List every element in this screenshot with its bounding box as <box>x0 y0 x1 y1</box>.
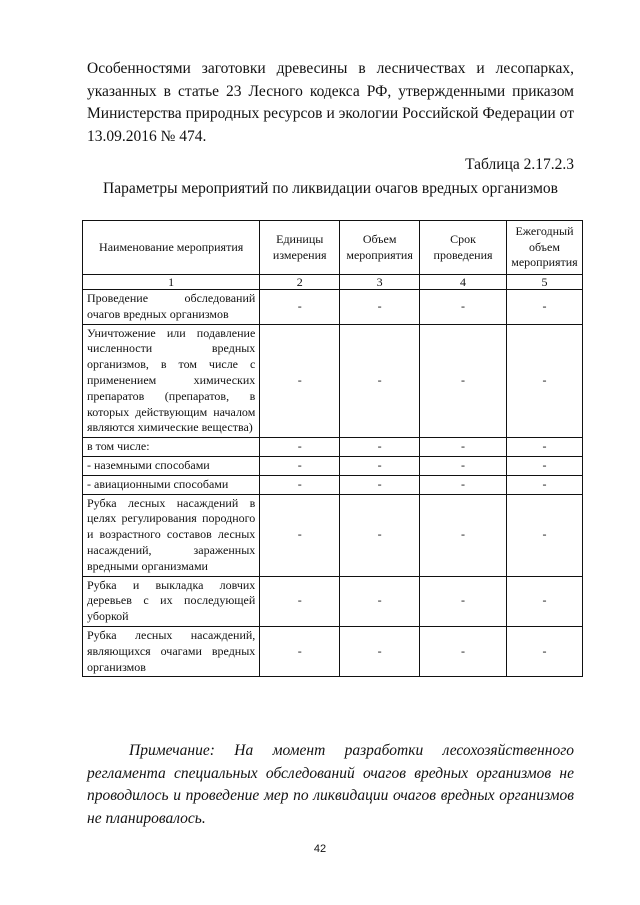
parameters-table <box>82 220 583 677</box>
cell-annual-volume: - <box>506 438 582 457</box>
cell-term: - <box>420 324 507 438</box>
row-name: в том числе: <box>83 438 260 457</box>
cell-annual-volume: - <box>506 576 582 626</box>
cell-units: - <box>260 324 340 438</box>
row-name: Рубка лесных насаждений, являющихся очагами вредных организмов <box>83 626 260 676</box>
cell-units: - <box>260 438 340 457</box>
column-number: 3 <box>340 275 420 290</box>
note-paragraph <box>87 740 574 830</box>
table-row <box>83 456 583 475</box>
column-number: 1 <box>83 275 260 290</box>
cell-volume: - <box>340 438 420 457</box>
column-numbers-row <box>83 275 583 290</box>
cell-volume: - <box>340 494 420 576</box>
table-header-row <box>83 221 583 275</box>
cell-annual-volume: - <box>506 494 582 576</box>
row-name: Проведение обследований очагов вредных организмов <box>83 290 260 325</box>
cell-units: - <box>260 494 340 576</box>
cell-volume: - <box>340 290 420 325</box>
cell-volume: - <box>340 456 420 475</box>
header-term: Срок проведения <box>420 221 507 275</box>
cell-units: - <box>260 576 340 626</box>
cell-annual-volume: - <box>506 290 582 325</box>
table-row <box>83 576 583 626</box>
cell-term: - <box>420 438 507 457</box>
cell-term: - <box>420 456 507 475</box>
cell-annual-volume: - <box>506 324 582 438</box>
column-number: 2 <box>260 275 340 290</box>
cell-term: - <box>420 475 507 494</box>
cell-annual-volume: - <box>506 626 582 676</box>
cell-annual-volume: - <box>506 475 582 494</box>
cell-annual-volume: - <box>506 456 582 475</box>
cell-units: - <box>260 456 340 475</box>
table-row <box>83 475 583 494</box>
row-name: Уничтожение или подавление численности вредных организмов, в том числе с применением химических препаратов (препаратов, в которых действующим началом являются химические вещества) <box>83 324 260 438</box>
cell-term: - <box>420 290 507 325</box>
table-title: Параметры мероприятий по ликвидации очагов вредных организмов <box>103 180 558 197</box>
column-number: 4 <box>420 275 507 290</box>
intro-paragraph: Особенностями заготовки древесины в лесничествах и лесопарках, указанных в статье 23 Лесного кодекса РФ, утвержденными приказом Министерства природных ресурсов и экологии Российской Федерации от 13.09.2016 № 474. <box>87 60 574 145</box>
table-row <box>83 494 583 576</box>
table-row <box>83 290 583 325</box>
header-volume: Объем мероприятия <box>340 221 420 275</box>
cell-units: - <box>260 626 340 676</box>
cell-term: - <box>420 626 507 676</box>
row-name: - наземными способами <box>83 456 260 475</box>
header-activity-name: Наименование мероприятия <box>83 221 260 275</box>
row-name: Рубка лесных насаждений в целях регулирования породного и возрастного составов лесных насаждений, зараженных вредными организмами <box>83 494 260 576</box>
table-row <box>83 626 583 676</box>
cell-term: - <box>420 494 507 576</box>
header-units: Единицы измерения <box>260 221 340 275</box>
table-caption: Таблица 2.17.2.3 <box>465 156 574 173</box>
cell-units: - <box>260 475 340 494</box>
cell-volume: - <box>340 626 420 676</box>
cell-volume: - <box>340 324 420 438</box>
cell-volume: - <box>340 576 420 626</box>
table-row <box>83 438 583 457</box>
row-name: - авиационными способами <box>83 475 260 494</box>
cell-units: - <box>260 290 340 325</box>
table-row <box>83 324 583 438</box>
row-name: Рубка и выкладка ловчих деревьев с их последующей уборкой <box>83 576 260 626</box>
header-annual-volume: Ежегодный объем мероприятия <box>506 221 582 275</box>
cell-volume: - <box>340 475 420 494</box>
column-number: 5 <box>506 275 582 290</box>
cell-term: - <box>420 576 507 626</box>
page-number: 42 <box>313 843 327 855</box>
note-text: Примечание: На момент разработки лесохозяйственного регламента специальных обследований очагов вредных организмов не проводилось и проведение мер по ликвидации очагов вредных организмов не планировалось. <box>87 742 574 827</box>
